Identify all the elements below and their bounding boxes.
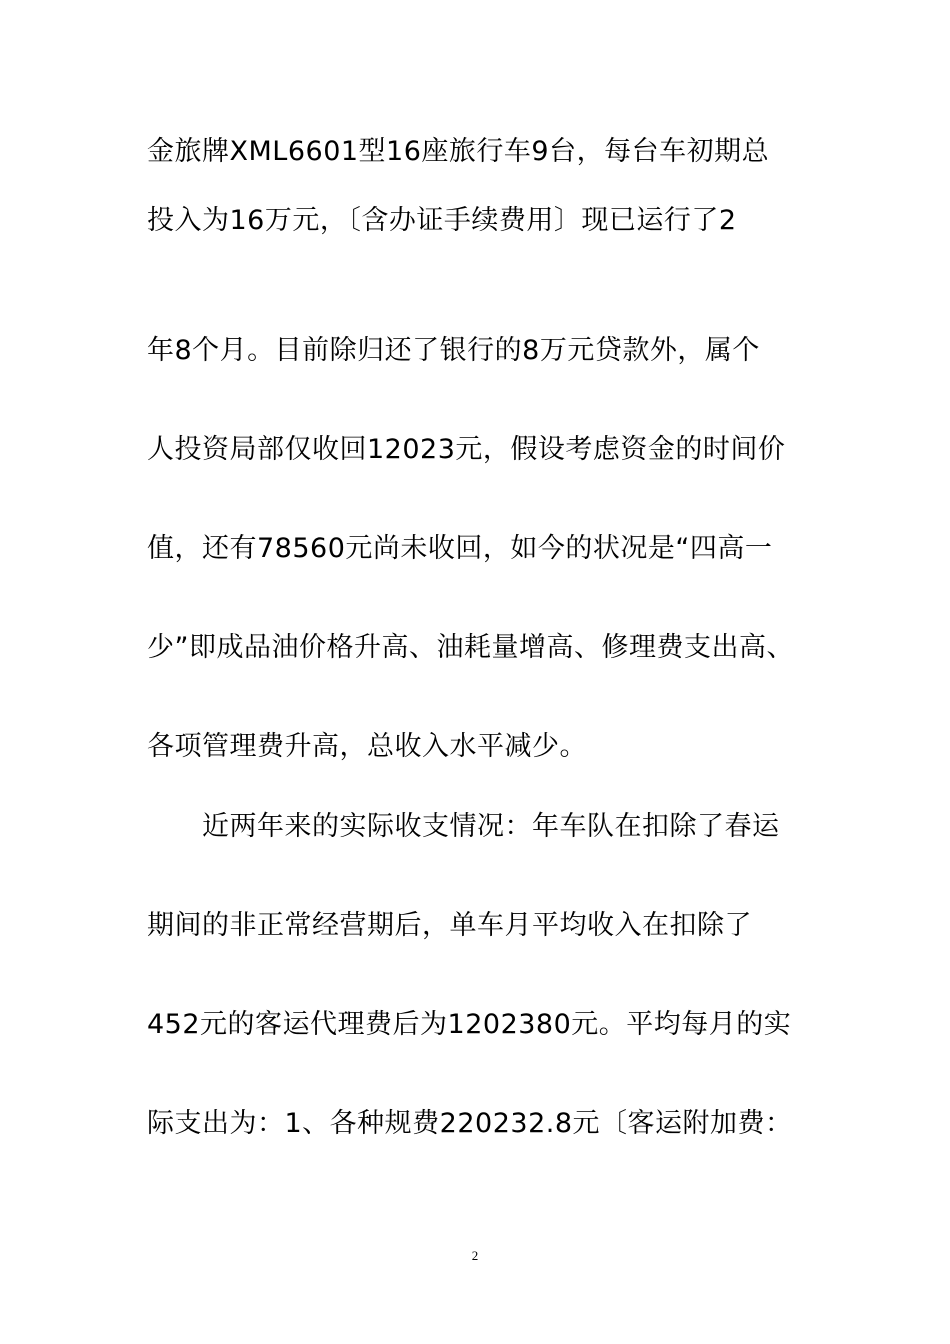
text-line-11: 际支出为：1、各种规费220232.8元〔客运附加费： (147, 1108, 793, 1139)
paragraph-2-first-line: 近两年来的实际收支情况：年车队在扣除了春运 (202, 811, 780, 842)
text-line-3: 年8个月。目前除归还了银行的8万元贷款外，属个 (147, 335, 760, 366)
page-number: 2 (471, 1248, 479, 1263)
text-line-4: 人投资局部仅收回12023元，假设考虑资金的时间价 (147, 434, 786, 465)
text-line-6: 少”即成品油价格升高、油耗量增高、修理费支出高、 (147, 632, 794, 663)
text-line-1: 金旅牌XML6601型16座旅行车9台，每台车初期总 (147, 136, 770, 167)
text-line-10: 452元的客运代理费后为1202380元。平均每月的实 (147, 1009, 792, 1040)
text-line-7: 各项管理费升高，总收入水平减少。 (147, 731, 587, 762)
text-line-9: 期间的非正常经营期后，单车月平均收入在扣除了 (147, 910, 752, 941)
text-line-2: 投入为16万元，〔含办证手续费用〕现已运行了2 (147, 205, 737, 236)
text-line-5: 值，还有78560元尚未收回，如今的状况是“四高一 (147, 533, 773, 564)
